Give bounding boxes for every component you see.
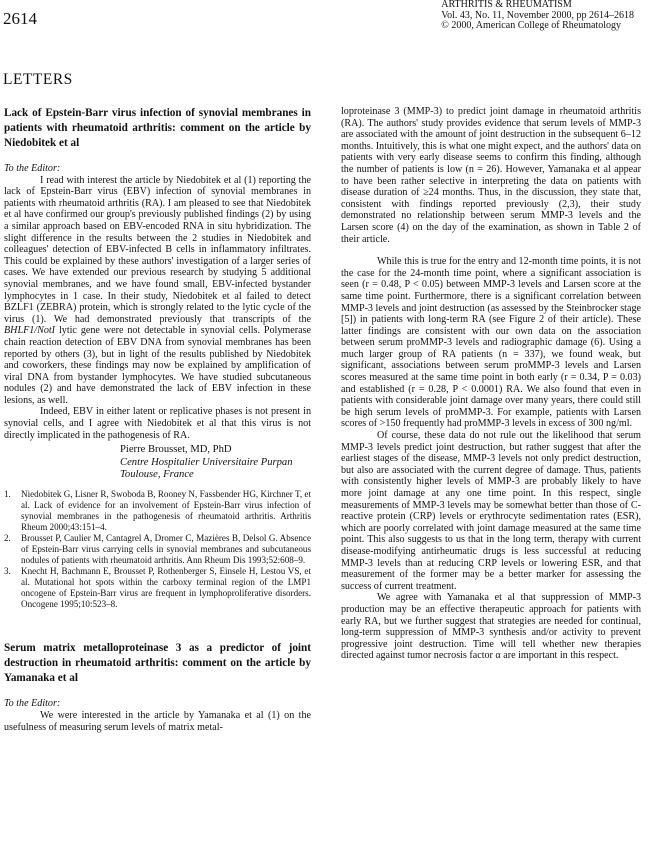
letter1-paragraph-2: Indeed, EBV in either latent or replicative phases is not present in synovial cells, and I agree with Niedobitek et al that this virus is not directly implicated in the pathogenesis of RA. — [4, 406, 311, 441]
journal-copyright: © 2000, American College of Rheumatology — [441, 20, 622, 31]
section-title: LETTERS — [3, 71, 73, 88]
reference-text: Niedobitek G, Lisner R, Swoboda B, Rooney N, Fassbender HG, Kirchner T, et al. Lack of evidence for an involvement of Epstein-Barr virus infection of synovial membranes in the pathogenesis of rheumatoid arthritis. Arthritis Rheum 2000;43:151–4. — [21, 489, 311, 533]
right-column — [341, 106, 641, 662]
reference-text: Knecht H, Bachmann E, Brousset P, Rothenberger S, Einsele H, Lestou VS, et al. Mutational hot spots within the carboxy terminal region of the LMP1 oncogene of Epstein-Barr virus are frequent in lymphoproliferative disorders. Oncogene 1995;10:523–8. — [21, 565, 311, 609]
letter1-paragraph-1 — [4, 175, 311, 407]
letter1-author: Pierre Brousset, MD, PhD — [120, 444, 232, 456]
reference-number: 3. — [4, 565, 11, 576]
letter2-paragraph-2: While this is true for the entry and 12-month time points, it is not the case for the 24-month time point, where a significant association is seen (r = 0.48, P < 0.05) between MMP-3 levels and Larsen score at the same time point. Furthermore, there is a significant correlation between MMP-3 levels and joint destruction (as assessed by the Steinbrocker stage [5]) in patients with long-term RA (see Figure 2 of their article). These latter findings are consistent with our own data on the association between serum proMMP-3 levels and radiographic damage (6). Using a much larger group of RA patients (n = 337), we found weak, but significant, associations between serum proMMP-3 levels and Larsen scores measured at the same time point in both early (r = 0.34, P = 0.03) and established (r = 0.28, P < 0.0001) RA. We also found that even in patients with considerable joint damage over many years, there could still be high serum levels of proMMP-3. For example, patients with Larsen scores of >150 frequently had proMMP-3 levels in excess of 300 ng/ml. — [341, 256, 641, 430]
journal-name: ARTHRITIS & RHEUMATISM — [441, 0, 572, 10]
letter2-paragraph-3: Of course, these data do not rule out the likelihood that serum MMP-3 levels predict joint destruction, but rather suggest that after the earliest stages of the disease, MMP-3 levels not only predict destruction, but also are associated with the current degree of damage. Thus, patients with consistently higher levels of MMP-3 are probably likely to have more joint damage at any one time point. In this respect, single measurements of MMP-3 levels may be somewhat better than those of C-reactive protein (CRP) levels or erythrocyte sedimentation rates (ESR), which are poorly correlated with joint damage measured at the same time point. This also suggests to us that in the long term, therapy with current disease-modifying antirheumatic drugs is less successful at reducing MMP-3 levels than at reducing CRP levels or lowering ESR, and that measurement of the former may be a better marker for assessing the success of current treatment. — [341, 430, 641, 592]
reference-item — [4, 533, 311, 566]
left-column — [4, 106, 311, 733]
letter2-paragraph-1-start: We were interested in the article by Yamanaka et al (1) on the usefulness of measuring serum levels of matrix metal- — [4, 710, 311, 733]
letter1-p1-gene: BHLF1/NotI — [4, 325, 56, 337]
letter1-p1-cont: lytic gene were not detectable in synovial cells. Polymerase chain reaction detection of EBV DNA from synovial membranes has been reported by others (3), but in light of the results published by Niedobitek and coworkers, these findings may now be explained by amplification of viral DNA from bystander lymphocytes. We have studied subcutaneous nodules (2) and have demonstrated the lack of EBV infection in these lesions, as well. — [4, 325, 311, 406]
journal-volume-line: Vol. 43, No. 11, November 2000, pp 2614–2618 — [441, 9, 634, 21]
page-number: 2614 — [3, 9, 37, 28]
letter1-affiliation-1: Centre Hospitalier Universitaire Purpan — [120, 456, 293, 468]
letter1-signature — [4, 444, 311, 481]
letter1-title: Lack of Epstein-Barr virus infection of synovial membranes in patients with rheumatoid arthritis: comment on the article by Niedobitek et al — [4, 107, 311, 149]
letter1-affiliation-2: Toulouse, France — [120, 469, 194, 481]
reference-item — [4, 566, 311, 610]
letter2-title: Serum matrix metalloproteinase 3 as a predictor of joint destruction in rheumatoid arthritis: comment on the article by Yamanaka et al — [4, 642, 311, 685]
reference-text: Brousset P, Caulier M, Cantagrel A, Dromer C, Mazières B, Delsol G. Absence of Epstein-Barr virus carrying cells in synovial membranes and subcutaneous nodules of patients with rheumatoid arthritis. Ann Rheum Dis 1993;52:608–9. — [21, 533, 311, 565]
reference-number: 1. — [4, 489, 11, 500]
letter2-paragraph-1-cont: loproteinase 3 (MMP-3) to predict joint damage in rheumatoid arthritis (RA). The authors' study provides evidence that serum levels of MMP-3 are associated with the amount of joint destruction in the subsequent 6–12 months. Intuitively, this is what one might expect, and the authors' data on patients with very early disease seems to confirm this finding, although the number of patients is low (n = 26). However, Yamanaka et al appear to have been rather selective in interpreting the data on patients with disease duration of ≥24 months. Thus, in the discussion, they state that, consistent with findings reported previously (2,3), their study demonstrated no relationship between serum MMP-3 levels and the Larsen score (4) on the day of the examination, as shown in Table 2 of their article. — [341, 106, 641, 245]
reference-item — [4, 489, 311, 533]
letter2-salutation: To the Editor: — [4, 698, 61, 710]
journal-header — [441, 0, 634, 32]
letter2-paragraph-4: We agree with Yamanaka et al that suppression of MMP-3 production may be an effective therapeutic approach for patients with early RA, but we further suggest that strategies are needed for continual, long-term suppression of MMP-3 synthesis and/or activity to prevent progressive joint destruction. Time will tell whether new therapies directed against tumor necrosis factor α are important in this respect. — [341, 592, 641, 662]
letter1-salutation: To the Editor: — [4, 163, 61, 174]
letter1-references — [4, 489, 311, 609]
reference-number: 2. — [4, 533, 11, 544]
letter1-p1-text: I read with interest the article by Niedobitek et al (1) reporting the lack of Epstein-Barr virus (EBV) infection of synovial membranes in patients with rheumatoid arthritis (RA). I am pleased to see that Niedobitek et al have confirmed our group's previously published findings (2) by using a similar approach based on EBV-encoded RNA in situ hybridization. The slight difference in the results between the 2 studies in Niedobitek and colleagues' detection of EBV-infected B cells in inflammatory infiltrates. This could be explained by these authors' investigation of a larger series of cases. We have extended our previous research by studying 5 additional synovial membranes, and we have found small, EBV-infected bystander lymphocytes in 1 case. In their study, Niedobitek et al failed to detect BZLF1 (ZEBRA) protein, which is strongly related to the lytic cycle of the virus (1). We had demonstrated previously that transcripts of the — [4, 174, 311, 325]
